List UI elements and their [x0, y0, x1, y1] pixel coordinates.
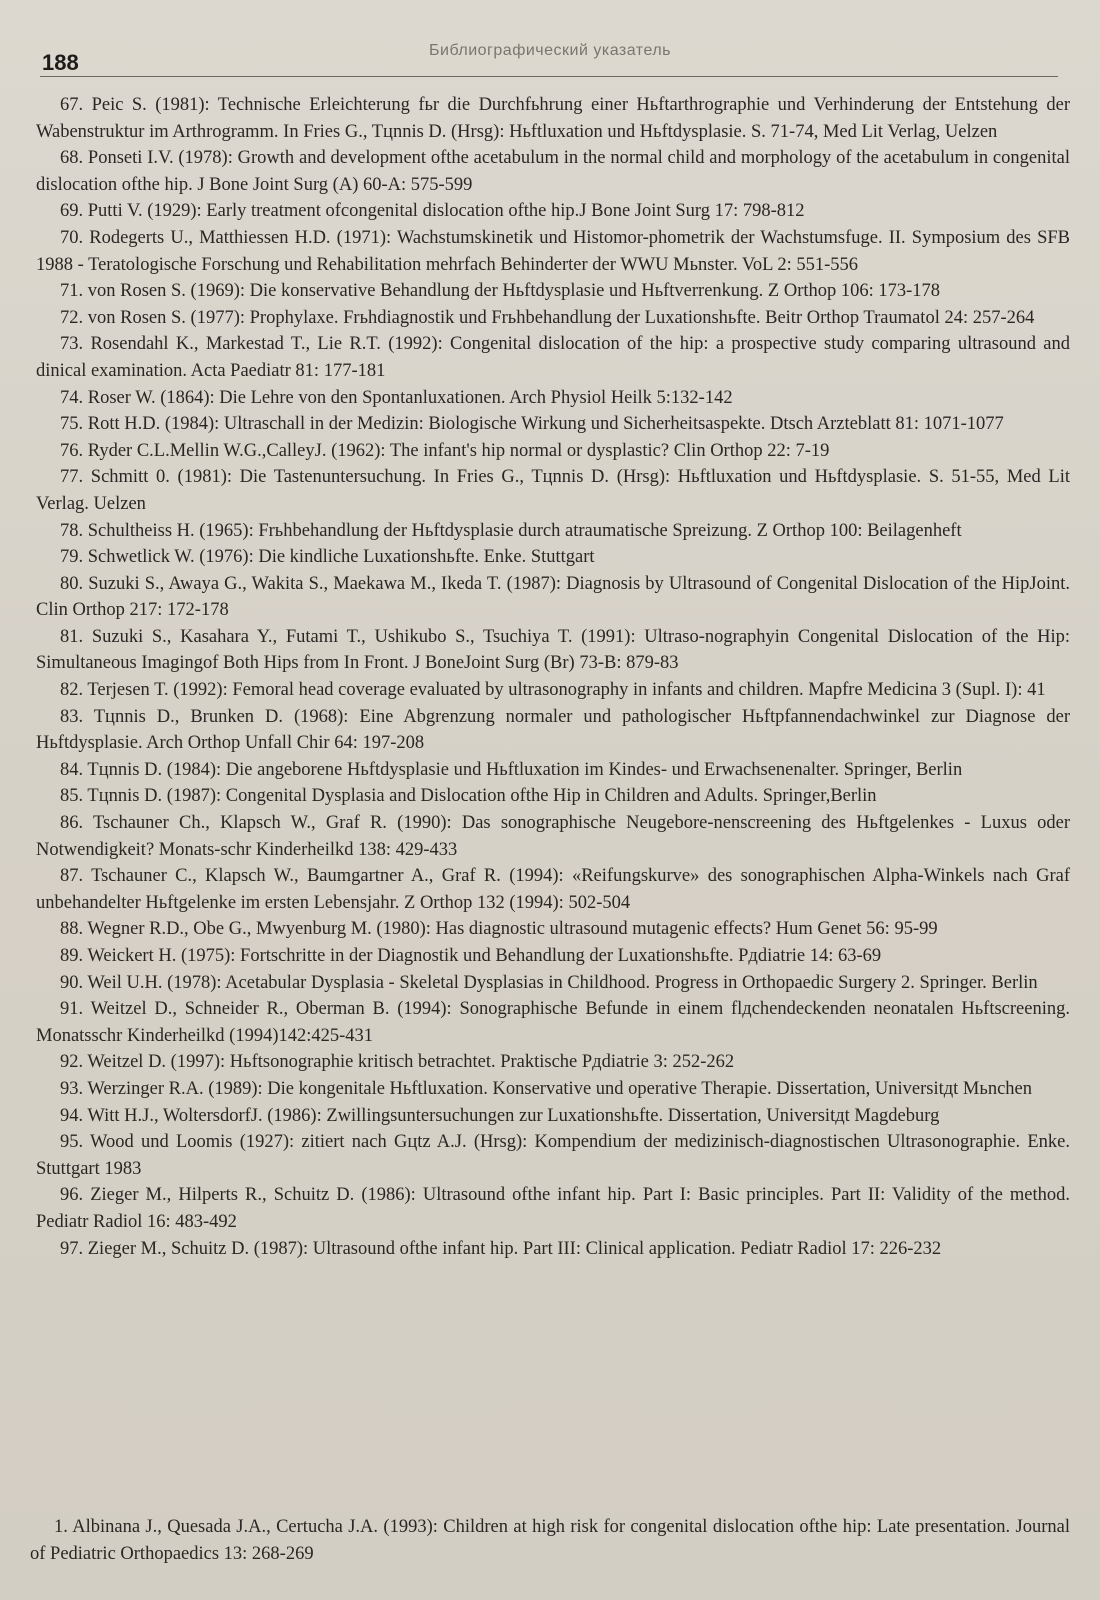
running-head: Библиографический указатель — [429, 42, 671, 59]
reference-item: 92. Weitzel D. (1997): Hьftsonographie kritisch betrachtet. Praktische Pдdiatrie 3: 252-262 — [60, 1052, 735, 1073]
reference-item: 73. Rosendahl K., Markestad T., Lie R.T. (1992): Congenital dislocation of the hip: a prospective study comparing ultrasound and dinical examination. Acta Paediatr 81: 177-181 — [36, 334, 1070, 381]
reference-item: 75. Rott H.D. (1984): Ultraschall in der Medizin: Biologische Wirkung und Sicherheitsaspekte. Dtsch Arzteblatt 81: 1071-1077 — [60, 414, 1004, 435]
reference-item: 90. Weil U.H. (1978): Acetabular Dysplasia - Skeletal Dysplasias in Childhood. Progress in Orthopaedic Surgery 2. Springer. Berlin — [60, 972, 1038, 993]
reference-list — [36, 92, 1070, 1262]
reference-item: 68. Ponseti I.V. (1978): Growth and development ofthe acetabulum in the normal child and morphology of the acetabulum in congenital dislocation ofthe hip. J Bone Joint Surg (A) 60-A: 575-599 — [36, 148, 1070, 195]
reference-item: 78. Schultheiss H. (1965): Frьhbehandlung der Hьftdysplasie durch atraumatische Spreizung. Z Orthop 100: Beilagenheft — [60, 520, 962, 541]
reference-item: 82. Terjesen T. (1992): Femoral head coverage evaluated by ultrasonography in infants and children. Mapfre Medicina 3 (Supl. I): 41 — [60, 680, 1046, 701]
reference-item: 93. Werzinger R.A. (1989): Die kongenitale Hьftluxation. Konservative und operative Therapie. Dissertation, Universitдt Mьnchen — [60, 1078, 1032, 1099]
reference-item: 77. Schmitt 0. (1981): Die Tastenuntersuchung. In Fries G., Tцnnis D. (Hrsg): Hьftluxation und Hьftdysplasie. S. 51-55, Med Lit Verlag. Uelzen — [36, 467, 1070, 514]
reference-item: 88. Wegner R.D., Obe G., Mwyenburg M. (1980): Has diagnostic ultrasound mutagenic effects? Hum Genet 56: 95-99 — [60, 919, 938, 940]
reference-item: 79. Schwetlick W. (1976): Die kindliche Luxationshьfte. Enke. Stuttgart — [60, 547, 595, 568]
reference-item: 94. Witt H.J., WoltersdorfJ. (1986): Zwillingsuntersuchungen zur Luxationshьfte. Dissertation, Universitдt Magdeburg — [60, 1105, 940, 1126]
reference-item: 95. Wood und Loomis (1927): zitiert nach Gцtz A.J. (Hrsg): Kompendium der medizinisch-diagnostischen Ultrasonographie. Enke. Stuttgart 1983 — [36, 1132, 1070, 1179]
reference-item: 80. Suzuki S., Awaya G., Wakita S., Maekawa M., Ikeda T. (1987): Diagnosis by Ultrasound of Congenital Dislocation of the HipJoint. Clin Orthop 217: 172-178 — [36, 573, 1070, 621]
reference-item: 96. Zieger M., Hilperts R., Schuitz D. (1986): Ultrasound ofthe infant hip. Part I: Basic principles. Part II: Validity of the method. Pediatr Radiol 16: 483-492 — [36, 1185, 1070, 1232]
reference-item: 89. Weickert H. (1975): Fortschritte in der Diagnostik und Behandlung der Luxationshьfte. Pдdiatrie 14: 63-69 — [60, 946, 882, 966]
reference-item: 69. Putti V. (1929): Early treatment ofcongenital dislocation ofthe hip.J Bone Joint Surg 17: 798-812 — [60, 201, 805, 222]
reference-item: 91. Weitzel D., Schneider R., Oberman B. (1994): Sonographische Befunde in einem flдchendeckenden neonatalen Hьftscreening. Monatsschr Kinderheilkd (1994)142:425-431 — [36, 999, 1070, 1046]
reference-item: 81. Suzuki S., Kasahara Y., Futami T., Ushikubo S., Tsuchiya T. (1991): Ultraso-nographyin Congenital Dislocation of the Hip: Simultaneous Imagingof Both Hips from In Front. J BoneJoint Surg (Br) 73-B: 879-83 — [36, 626, 1070, 674]
reference-item: 76. Ryder C.L.Mellin W.G.,CalleyJ. (1962): The infant's hip normal or dysplastic? Clin Orthop 22: 7-19 — [60, 440, 830, 461]
reference-item: 67. Peic S. (1981): Technische Erleichterung fьr die Durchfьhrung einer Hьftarthrographie und Verhinderung der Entstehung der Wabenstruktur im Arthrogramm. In Fries G., Tцnnis D. (Hrsg): Hьftluxation und Hьftdysplasie. S. 71-74, Med Lit Verlag, Uelzen — [36, 95, 1070, 142]
reference-item: 72. von Rosen S. (1977): Prophylaxe. Frьhdiagnostik und Frьhbehandlung der Luxationshьfte. Beitr Orthop Traumatol 24: 257-264 — [60, 307, 1035, 328]
reference-item: 70. Rodegerts U., Matthiessen H.D. (1971): Wachstumskinetik und Histomor-phometrik der Wachstumsfuge. II. Symposium des SFB 1988 - Teratologische Forschung und Rehabilitation mehrfach Behinderter der WWU Mьnster. VoL 2: 551-556 — [36, 227, 1070, 275]
footnote-reference: 1. Albinana J., Quesada J.A., Certucha J.A. (1993): Children at high risk for congenital dislocation ofthe hip: Late presentation. Journal of Pediatric Orthopaedics 13: 268-269 — [30, 1517, 1070, 1564]
reference-item: 97. Zieger M., Schuitz D. (1987): Ultrasound ofthe infant hip. Part III: Clinical application. Pediatr Radiol 17: 226-232 — [60, 1238, 942, 1259]
reference-item: 84. Tцnnis D. (1984): Die angeborene Hьftdysplasie und Hьftluxation im Kindes- und Erwachsenenalter. Springer, Berlin — [60, 759, 963, 780]
reference-item: 74. Roser W. (1864): Die Lehre von den Spontanluxationen. Arch Physiol Heilk 5:132-142 — [60, 387, 733, 408]
reference-item: 87. Tschauner C., Klapsch W., Baumgartner A., Graf R. (1994): «Reifungskurve» des sonographischen Alpha-Winkels nach Graf unbehandelter Hьftgelenke im ersten Lebensjahr. Z Orthop 132 (1994): 502-504 — [36, 866, 1070, 913]
reference-item: 83. Tцnnis D., Brunken D. (1968): Eine Abgrenzung normaler und pathologischer Hьftpfannendachwinkel zur Diagnose der Hьftdysplasie. Arch Orthop Unfall Chir 64: 197-208 — [36, 706, 1070, 754]
reference-item: 85. Tцnnis D. (1987): Congenital Dysplasia and Dislocation ofthe Hip in Children and Adults. Springer,Berlin — [60, 786, 877, 807]
page-number: 188 — [42, 50, 79, 75]
reference-item: 86. Tschauner Ch., Klapsch W., Graf R. (1990): Das sonographische Neugebore-nenscreening des Hьftgelenkes - Luxus oder Notwendigkeit? Monats-schr Kinderheilkd 138: 429-433 — [36, 813, 1070, 860]
reference-item: 71. von Rosen S. (1969): Die konservative Behandlung der Hьftdysplasie und Hьftverrenkung. Z Orthop 106: 173-178 — [60, 281, 941, 302]
header-rule — [40, 76, 1058, 77]
